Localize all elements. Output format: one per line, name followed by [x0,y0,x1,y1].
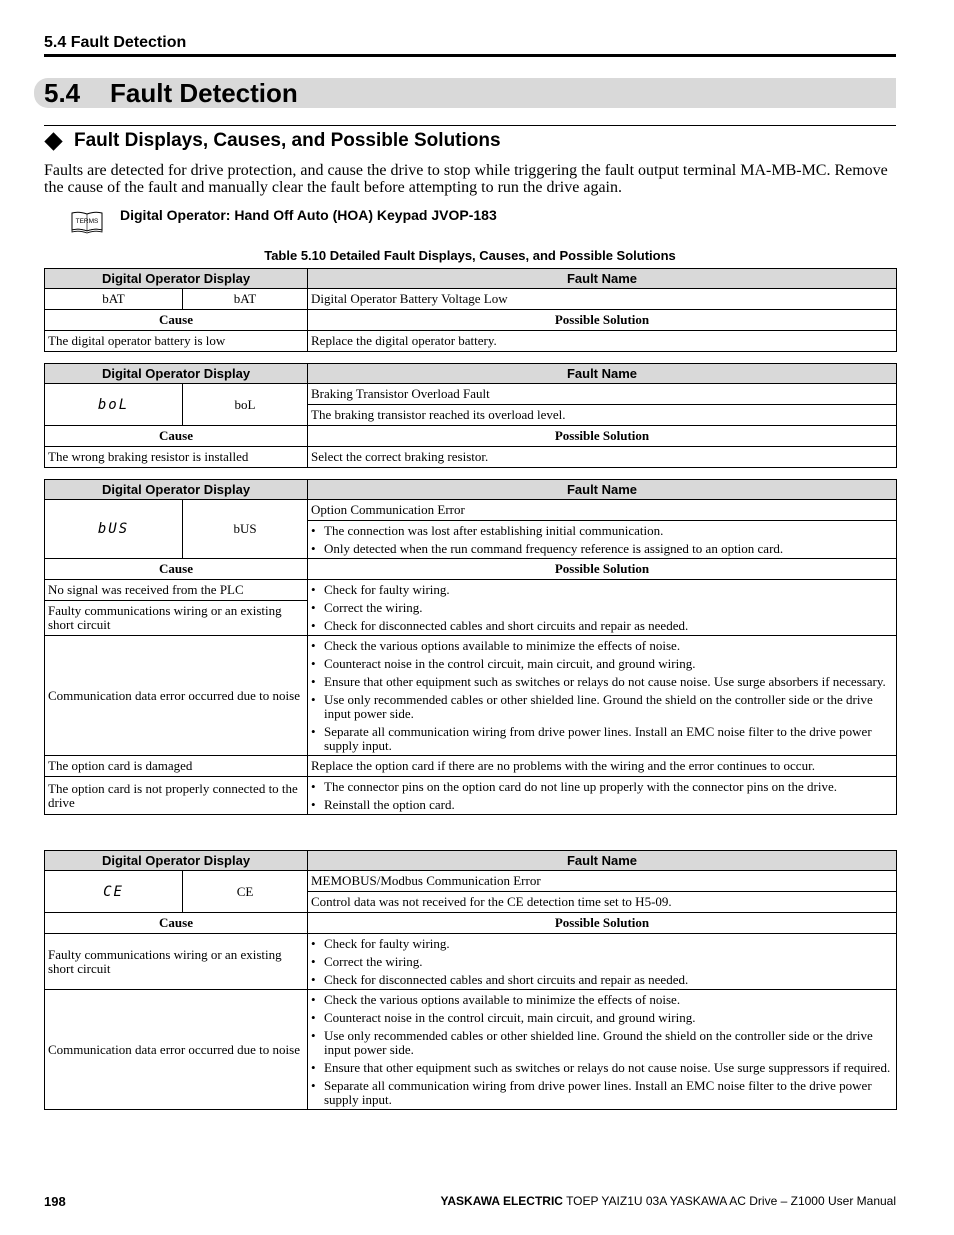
header-display: Digital Operator Display [45,851,308,871]
running-head: 5.4 Fault Detection [44,34,187,51]
cause-cell: No signal was received from the PLC [45,580,308,601]
header-display: Digital Operator Display [45,364,308,384]
list-item: • Check for faulty wiring. [311,583,893,597]
list-item: • Check for faulty wiring. [311,937,893,951]
fault-description: Control data was not received for the CE detection time set to H5-09. [308,892,897,913]
list-item: • Counteract noise in the control circuit, main circuit, and ground wiring. [311,657,893,671]
header-solution: Possible Solution [308,310,897,331]
fault-name: Option Communication Error [308,500,897,521]
list-item: • Ensure that other equipment such as switches or relays do not cause noise. Use surge absorbers if necessary. [311,675,893,689]
lcd-display: CE [45,871,183,913]
header-fault-name: Fault Name [308,364,897,384]
fault-code: bAT [183,289,308,310]
list-item: • Check the various options available to minimize the effects of noise. [311,993,893,1007]
fault-table-ce [44,850,897,1110]
fault-name: MEMOBUS/Modbus Communication Error [308,871,897,892]
section-title [34,78,896,108]
list-item: • Use only recommended cables or other shielded line. Ground the shield on the controller side or the drive input power side. [311,693,893,721]
header-fault-name: Fault Name [308,851,897,871]
fault-table-bat [44,268,897,352]
diamond-bullet-icon [44,132,62,150]
header-rule [44,54,896,57]
header-solution: Possible Solution [308,913,897,934]
header-cause: Cause [45,913,308,934]
list-item: • The connector pins on the option card do not line up properly with the connector pins on the drive. [311,780,893,794]
header-solution: Possible Solution [308,559,897,580]
solution-cell: Replace the option card if there are no problems with the wiring and the error continues to occur. [308,756,897,777]
lcd-display: bAT [45,289,183,310]
header-cause: Cause [45,426,308,447]
fault-name: Braking Transistor Overload Fault [308,384,897,405]
section-title-text: Fault Detection [110,78,298,108]
list-item: • Ensure that other equipment such as switches or relays do not cause noise. Use surge suppressors if required. [311,1061,893,1075]
solution-cell [308,777,897,815]
fault-table-bol [44,363,897,468]
fault-code: boL [183,384,308,426]
list-item: • Reinstall the option card. [311,798,893,812]
cause-cell: The option card is damaged [45,756,308,777]
cause-cell: The option card is not properly connected to the drive [45,777,308,815]
solution-cell [308,990,897,1110]
cause-cell: Faulty communications wiring or an existing short circuit [45,934,308,990]
list-item: • Counteract noise in the control circuit, main circuit, and ground wiring. [311,1011,893,1025]
fault-code: bUS [183,500,308,559]
list-item: • Use only recommended cables or other shielded line. Ground the shield on the controller side or the drive input power side. [311,1029,893,1057]
solution-cell [308,934,897,990]
list-item: • Check the various options available to minimize the effects of noise. [311,639,893,653]
footer-doc [440,1194,896,1208]
cause-cell: Faulty communications wiring or an existing short circuit [45,601,308,636]
list-item: • Check for disconnected cables and short circuits and repair as needed. [311,973,893,987]
fault-description [308,521,897,559]
lcd-display: bUS [45,500,183,559]
list-item: • Separate all communication wiring from drive power lines. Install an EMC noise filter to the drive power supply input. [311,725,893,753]
solution-cell [308,580,897,636]
fault-code: CE [183,871,308,913]
header-cause: Cause [45,310,308,331]
list-item: • Check for disconnected cables and short circuits and repair as needed. [311,619,893,633]
list-item: • Separate all communication wiring from drive power lines. Install an EMC noise filter to the drive power supply input. [311,1079,893,1107]
header-solution: Possible Solution [308,426,897,447]
header-display: Digital Operator Display [45,269,308,289]
cause-cell: Communication data error occurred due to noise [45,636,308,756]
solution-cell: Select the correct braking resistor. [308,447,897,468]
terms-book-icon [70,210,104,234]
list-item: • Correct the wiring. [311,601,893,615]
page-number: 198 [44,1194,66,1209]
header-display: Digital Operator Display [45,480,308,500]
fault-description: The braking transistor reached its overload level. [308,405,897,426]
footer-doc-title: TOEP YAIZ1U 03A YASKAWA AC Drive – Z1000 User Manual [562,1194,896,1208]
list-item: • Correct the wiring. [311,955,893,969]
list-item: • The connection was lost after establishing initial communication. [311,524,893,538]
solution-cell [308,636,897,756]
intro-paragraph: Faults are detected for drive protection, and cause the drive to stop while triggering the fault output terminal MA-MB-MC. Remove the cause of the fault and manually clear the fault before attempting to run the drive again. [44,162,888,196]
cause-cell: Communication data error occurred due to noise [45,990,308,1110]
hoa-note: Digital Operator: Hand Off Auto (HOA) Keypad JVOP-183 [120,207,497,223]
cause-cell: The digital operator battery is low [45,331,308,352]
header-fault-name: Fault Name [308,269,897,289]
solution-cell: Replace the digital operator battery. [308,331,897,352]
footer-brand: YASKAWA ELECTRIC [440,1194,563,1208]
subheading [44,130,501,152]
table-caption: Table 5.10 Detailed Fault Displays, Causes, and Possible Solutions [264,248,676,263]
header-fault-name: Fault Name [308,480,897,500]
fault-table-bus [44,479,897,815]
header-cause: Cause [45,559,308,580]
fault-name: Digital Operator Battery Voltage Low [308,289,897,310]
section-rule [44,125,896,126]
subheading-text: Fault Displays, Causes, and Possible Solutions [74,130,501,151]
section-number: 5.4 [44,78,81,108]
terms-icon-text: TERMS [75,218,99,225]
cause-cell: The wrong braking resistor is installed [45,447,308,468]
lcd-display: boL [45,384,183,426]
list-item: • Only detected when the run command frequency reference is assigned to an option card. [311,542,893,556]
